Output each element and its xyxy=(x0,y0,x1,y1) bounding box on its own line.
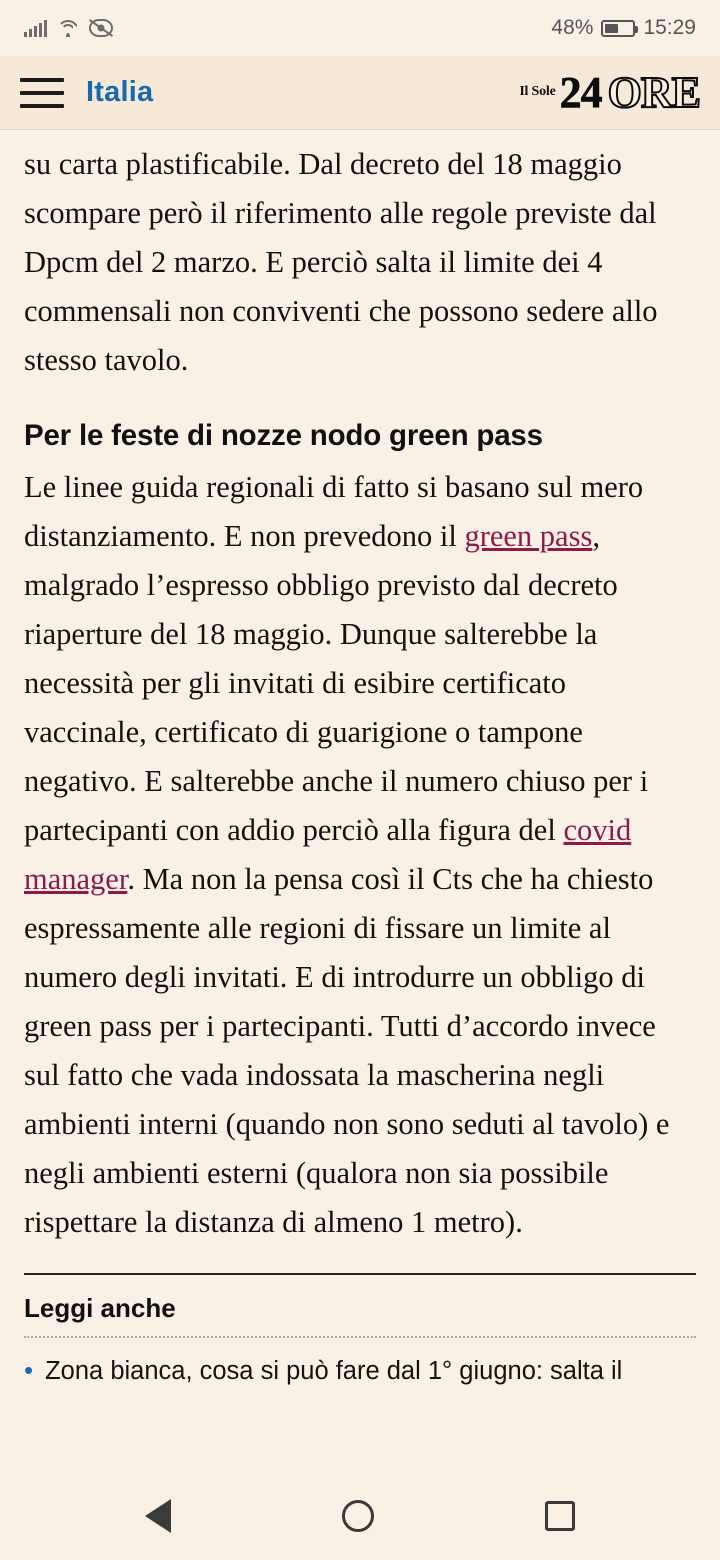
list-item[interactable] xyxy=(24,1354,696,1388)
logo-prefix: Il Sole xyxy=(519,83,556,99)
recents-square-icon[interactable] xyxy=(545,1501,575,1531)
section-title[interactable]: Italia xyxy=(86,76,154,108)
site-logo[interactable] xyxy=(519,67,700,117)
article-paragraph-1: su carta plastificabile. Dal decreto del 18 maggio scompare però il riferimento alle regole previste dal Dpcm del 2 marzo. E perciò salta il limite dei 4 commensali non conviventi che possono sedere allo stesso tavolo. xyxy=(24,147,658,377)
article-content xyxy=(0,130,720,1472)
app-header xyxy=(0,56,720,130)
battery-icon xyxy=(601,20,635,37)
home-circle-icon[interactable] xyxy=(342,1500,374,1532)
paragraph-2-text-2: , malgrado l’espresso obbligo previsto dal decreto riaperture del 18 maggio. Dunque salterebbe la necessità per gli invitati di esibire certificato vaccinale, certificato di guarigione o tampone negativo. E salterebbe anche il numero chiuso per i partecipanti con addio perciò alla figura del xyxy=(24,519,649,847)
related-title: Leggi anche xyxy=(24,1293,176,1323)
paragraph-2-text-3: . Ma non la pensa così il Cts che ha chiesto espressamente alle regioni di fissare un limite al numero degli invitati. E di introdurre un obbligo di green pass per i partecipanti. Tutti d’accordo invece sul fatto che vada indossata la mascherina negli ambienti interni (quando non sono seduti al tavolo) e negli ambienti esterni (qualora non sia possibile rispettare la distanza di almeno 1 metro). xyxy=(24,862,670,1239)
bullet-icon: • xyxy=(24,1355,34,1385)
logo-mark xyxy=(559,67,700,117)
battery-percent-label: 48% xyxy=(551,16,594,39)
status-left-icons xyxy=(24,19,113,37)
back-triangle-icon[interactable] xyxy=(145,1499,171,1533)
paragraph-2-text-1: Le linee guida regionali di fatto si basano sul mero distanziamento. E non prevedono il xyxy=(24,470,644,553)
android-nav-bar xyxy=(0,1472,720,1560)
article-subheading: Per le feste di nozze nodo green pass xyxy=(24,419,543,452)
related-item-label: Zona bianca, cosa si può fare dal 1° giugno: salta il xyxy=(45,1357,623,1385)
signal-bars-icon xyxy=(24,19,47,37)
logo-number: 24 xyxy=(559,67,602,117)
status-right-icons xyxy=(551,16,696,40)
eye-off-icon xyxy=(89,19,113,37)
wifi-icon xyxy=(57,19,79,37)
clock-label: 15:29 xyxy=(643,16,696,39)
status-bar xyxy=(0,0,720,56)
link-covid-manager[interactable]: covid manager xyxy=(24,813,632,896)
section-divider xyxy=(24,1273,696,1275)
article-paragraph-2 xyxy=(24,463,696,1247)
hamburger-menu-icon[interactable] xyxy=(20,78,64,108)
dotted-divider xyxy=(24,1336,696,1338)
link-green-pass[interactable]: green pass xyxy=(464,519,593,553)
logo-word: ORE xyxy=(607,67,700,117)
